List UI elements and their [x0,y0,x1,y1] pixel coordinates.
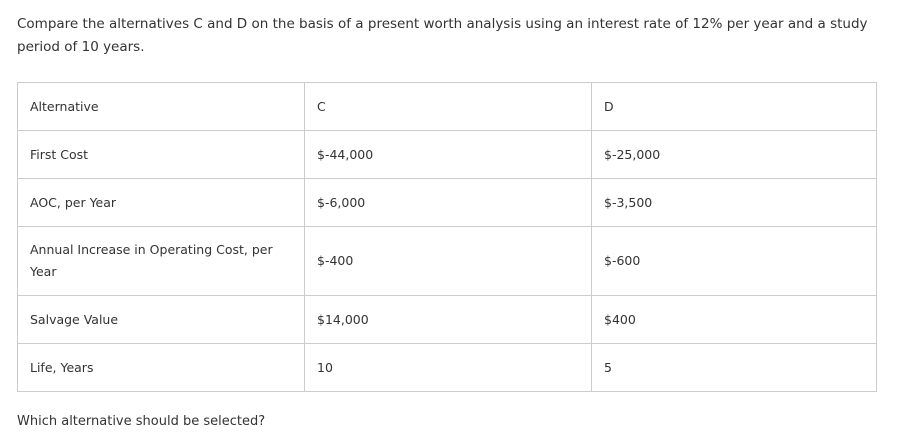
alternatives-table [17,82,877,392]
cell-c-annual-increase: $-400 [305,227,592,296]
table-row [18,227,877,296]
table-row [18,179,877,227]
cell-c-life-years: 10 [305,344,592,392]
follow-up-question: Which alternative should be selected? [17,414,266,429]
header-cell-alternative: Alternative [18,83,305,131]
row-label-salvage-value: Salvage Value [18,296,305,344]
table-header-row [18,83,877,131]
header-cell-d: D [592,83,877,131]
table-row [18,296,877,344]
cell-c-aoc: $-6,000 [305,179,592,227]
cell-d-first-cost: $-25,000 [592,131,877,179]
row-label-first-cost: First Cost [18,131,305,179]
table-row [18,344,877,392]
cell-d-annual-increase: $-600 [592,227,877,296]
problem-statement: Compare the alternatives C and D on the basis of a present worth analysis using an interest rate of 12% per year and a study period of 10 years. [17,16,868,55]
cell-c-salvage-value: $14,000 [305,296,592,344]
row-label-aoc: AOC, per Year [18,179,305,227]
table-row [18,131,877,179]
cell-d-aoc: $-3,500 [592,179,877,227]
cell-c-first-cost: $-44,000 [305,131,592,179]
header-cell-c: C [305,83,592,131]
cell-d-salvage-value: $400 [592,296,877,344]
row-label-annual-increase: Annual Increase in Operating Cost, per Year [18,227,305,296]
cell-d-life-years: 5 [592,344,877,392]
row-label-life-years: Life, Years [18,344,305,392]
